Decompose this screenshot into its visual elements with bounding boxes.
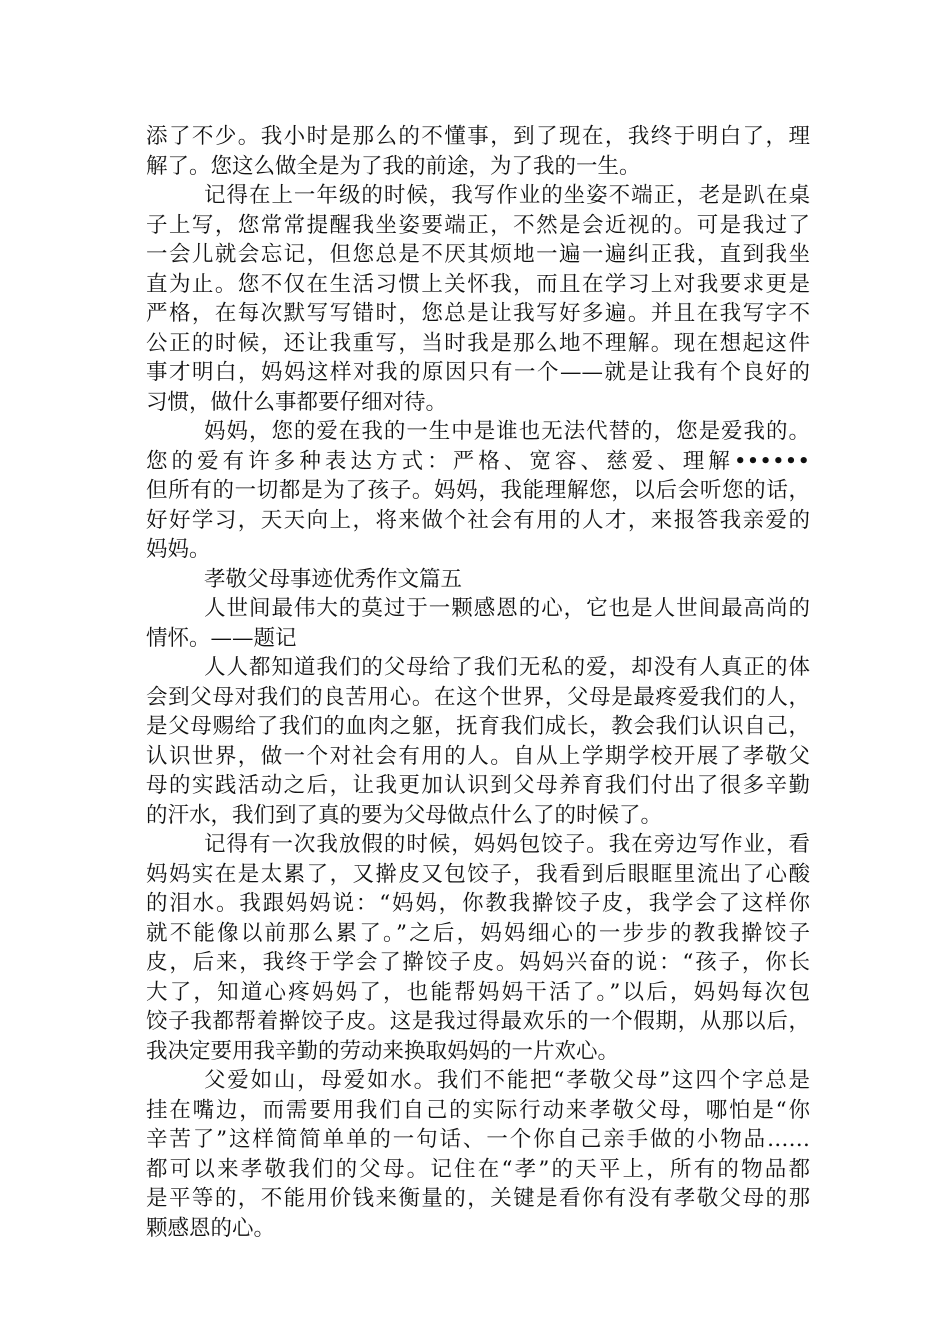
- text-line: 习惯，做什么事都要仔细对待。: [146, 389, 448, 415]
- text-line: 是平等的，不能用价钱来衡量的，关键是看你有没有孝敬父母的那: [146, 1186, 810, 1211]
- text-line: 母的实践活动之后，让我更加认识到父母养育我们付出了很多辛勤: [146, 773, 810, 798]
- text-line: 记得有一次我放假的时候，妈妈包饺子。我在旁边写作业，看: [204, 832, 810, 857]
- text-line: 子上写，您常常提醒我坐姿要端正，不然是会近视的。可是我过了: [146, 212, 810, 238]
- text-line: 的泪水。我跟妈妈说：“妈妈，你教我擀饺子皮，我学会了这样你: [146, 891, 810, 916]
- text-line: 严格，在每次默写写错时，您总是让我写好多遍。并且在我写字不: [146, 301, 810, 326]
- text-line: 情怀。——题记: [146, 625, 297, 651]
- text-line: 我决定要用我辛勤的劳动来换取妈妈的一片欢心。: [146, 1038, 620, 1064]
- text-line: 解了。您这么做全是为了我的前途，为了我的一生。: [146, 153, 641, 179]
- text-line: 一会儿就会忘记，但您总是不厌其烦地一遍一遍纠正我，直到我坐: [146, 242, 810, 267]
- text-line: 颗感恩的心。: [146, 1215, 276, 1241]
- text-line: 父爱如山，母爱如水。我们不能把“孝敬父母”这四个字总是: [204, 1068, 810, 1093]
- text-line: 挂在嘴边，而需要用我们自己的实际行动来孝敬父母，哪怕是“你: [146, 1097, 810, 1123]
- text-line: 妈妈实在是太累了，又擀皮又包饺子，我看到后眼眶里流出了心酸: [146, 861, 810, 887]
- text-line: 直为止。您不仅在生活习惯上关怀我，而且在学习上对我要求更是: [146, 271, 810, 297]
- text-line: 好好学习，天天向上，将来做个社会有用的人才，来报答我亲爱的: [146, 507, 810, 533]
- text-line: 饺子我都帮着擀饺子皮。这是我过得最欢乐的一个假期，从那以后，: [146, 1009, 810, 1034]
- text-line: 的汗水，我们到了真的要为父母做点什么了的时候了。: [146, 802, 663, 828]
- text-line: 但所有的一切都是为了孩子。妈妈，我能理解您，以后会听您的话，: [146, 478, 810, 503]
- text-line: 辛苦了”这样简简单单的一句话、一个你自己亲手做的小物品……: [146, 1127, 810, 1152]
- text-line: 妈妈。: [146, 537, 211, 562]
- document-page: [146, 122, 810, 1243]
- text-line: 是父母赐给了我们的血肉之躯，抚育我们成长，教会我们认识自己，: [146, 714, 810, 739]
- text-line: 孝敬父母事迹优秀作文篇五: [204, 566, 463, 592]
- text-line: 公正的时候，还让我重写，当时我是那么地不理解。现在想起这件: [146, 330, 810, 356]
- text-line: 妈妈，您的爱在我的一生中是谁也无法代替的，您是爱我的。: [204, 419, 810, 444]
- text-line: 人世间最伟大的莫过于一颗感恩的心，它也是人世间最高尚的: [204, 596, 810, 621]
- text-line: 大了，知道心疼妈妈了，也能帮妈妈干活了。”以后，妈妈每次包: [146, 979, 810, 1005]
- text-line: 人人都知道我们的父母给了我们无私的爱，却没有人真正的体: [204, 655, 810, 680]
- text-line: 都可以来孝敬我们的父母。记住在“孝”的天平上，所有的物品都: [146, 1156, 810, 1182]
- text-line: 就不能像以前那么累了。”之后，妈妈细心的一步步的教我擀饺子: [146, 920, 810, 946]
- text-line: 会到父母对我们的良苦用心。在这个世界，父母是最疼爱我们的人，: [146, 684, 810, 710]
- text-line: 认识世界，做一个对社会有用的人。自从上学期学校开展了孝敬父: [146, 743, 810, 769]
- text-line: 记得在上一年级的时候，我写作业的坐姿不端正，老是趴在桌: [204, 183, 810, 208]
- text-line: 事才明白，妈妈这样对我的原因只有一个——就是让我有个良好的: [146, 360, 810, 385]
- text-line: 您的爱有许多种表达方式：严格、宽容、慈爱、理解••••••: [146, 448, 810, 474]
- text-line: 添了不少。我小时是那么的不懂事，到了现在，我终于明白了，理: [146, 124, 810, 149]
- text-line: 皮，后来，我终于学会了擀饺子皮。妈妈兴奋的说：“孩子，你长: [146, 950, 810, 975]
